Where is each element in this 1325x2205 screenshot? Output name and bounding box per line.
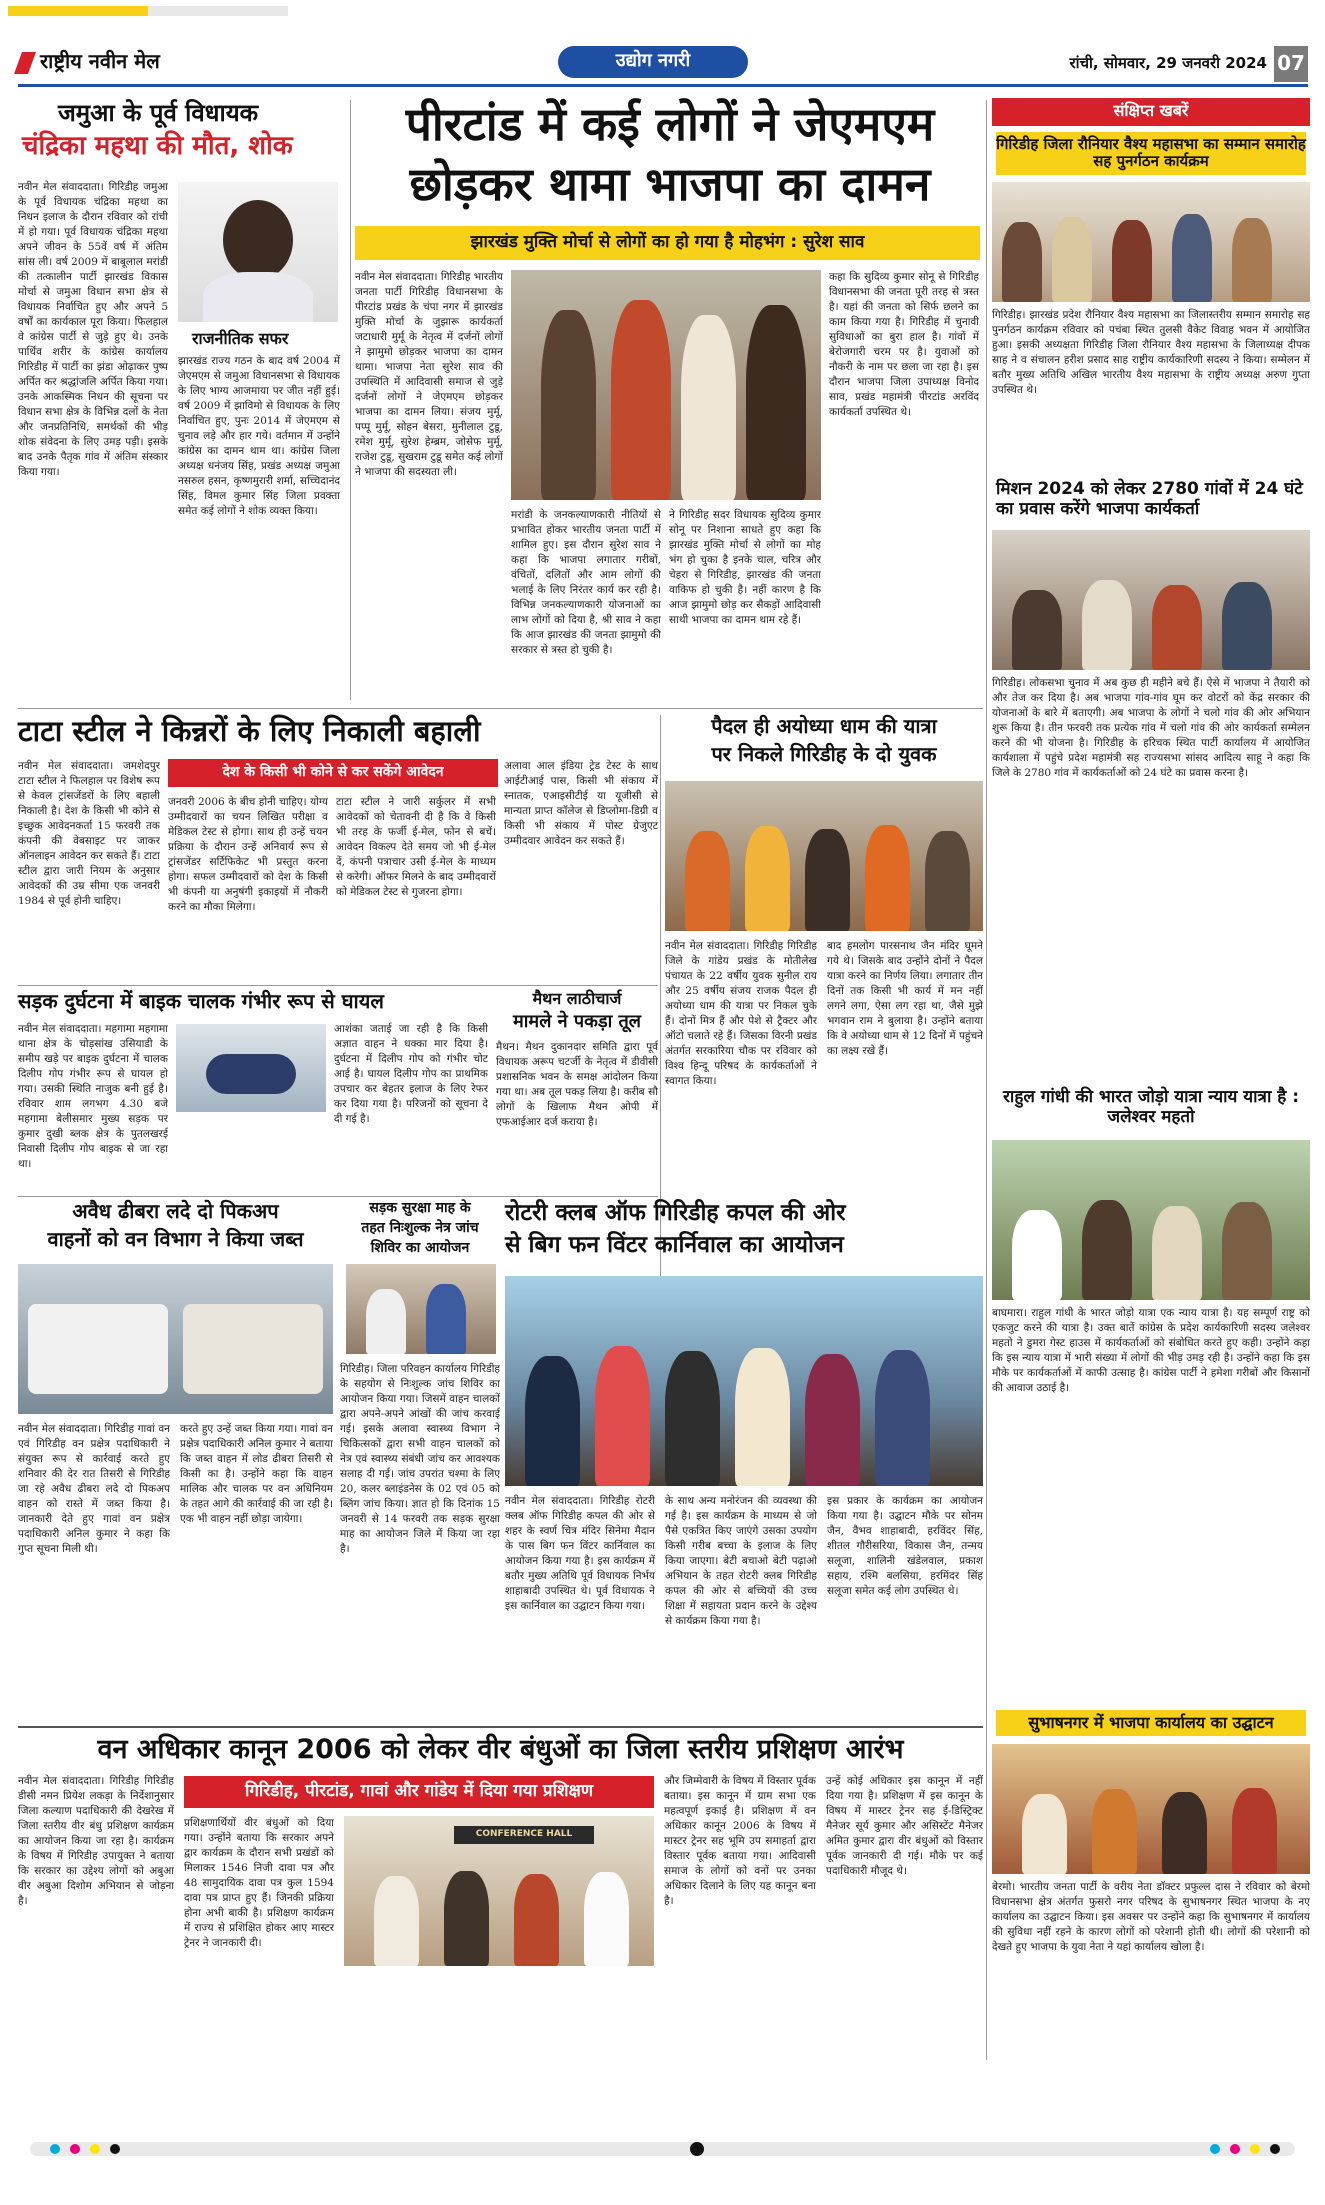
pickup-headline-2: वाहनों को वन विभाग ने किया जब्त — [47, 1227, 304, 1251]
tata-kicker: देश के किसी भी कोने से कर सकेंगे आवेदन — [222, 764, 444, 780]
sidebar-body: झारखंड राज्य गठन के बाद वर्ष 2004 में जेएमएम से जमुआ विधानसभा से विधायक के लिए भाग्य आजमाया पर जीत नहीं हुई। वर्ष 2009 में झाविमो से विधायक के लिए निर्वाचित हुए, पुनः 2014 में जेएमएम से चुनाव लड़े और हार गये। वर्तमान में उन्होंने कांग्रेस का दामन थाम था। कांग्रेस जिला अध्यक्ष धनंजय सिंह, प्रखंड अध्यक्ष जमुआ नसरुल हसन, कृष्णमुरारी शर्मा, सच्चिदानंद सिंह, विमल कुमार सिंह जिला प्रवक्ता समेत कई लोगों ने शोक व्यक्त किया। — [178, 355, 340, 518]
yellow-dot — [90, 2144, 100, 2154]
paper-logo — [18, 44, 258, 84]
eye-photo — [346, 1264, 496, 1354]
lead-body-2: मरांडी के जनकल्याणकारी नीतियों से प्रभावित होकर भारतीय जनता पार्टी में शामिल हुए। इस दौरान सुरेश साव ने कहा कि भाजपा लगातार गरीबों, वंचितों, दलितों और आम लोगों की भलाई के लिए निरंतर कार्य कर रही है। विभिन्न जनकल्याणकारी योजनाओं का लाभ लोगों को दिया है, श्री साव ने कहा कि आज झारखंड की जनता झामुमो की सरकार से त्रस्त हो चुकी है। — [511, 509, 661, 656]
forest-story — [18, 1734, 983, 2126]
death-headline-2: चंद्रिका महथा की मौत, शोक — [22, 131, 293, 161]
pickup-photo — [18, 1264, 333, 1414]
pickup-body-1: नवीन मेल संवाददाता। गिरिडीह गावां वन एवं गिरिडीह वन प्रक्षेत्र पदाधिकारी ने संयुक्त रूप से कार्रवाई करते हुए शनिवार की देर रात तिसरी से गिरिडीह जा रहे अवैध ढीबरा लदे दो पिकअप वाहन को रास्ते में जब्त किया है। जानकारी देते हुए गावां वन प्रक्षेत्र पदाधिकारी अनिल कुमार ने कहा कि गुप्त सूचना मिली थी। — [18, 1423, 170, 1555]
tata-story — [18, 715, 658, 980]
masthead-rule — [18, 84, 1308, 87]
section-rule-2 — [18, 985, 658, 986]
pedal-body-1: नवीन मेल संवाददाता। गिरिडीह गिरिडीह जिले के गांडेय प्रखंड के मोतीलेख पंचायत के 22 वर्षीय युवक सुनील राय और 25 वर्षीय संजय राजक पैदल ही अयोध्या धाम की यात्रा पर निकल चुके हैं। दोनों मित्र हैं और पेशे से ट्रैक्टर और ऑटो चलाते रहे हैं। जिसका विरनी प्रखंड अंतर्गत सरकारिया चौक पर रविवार को विश्व हिन्दू परिषद के कार्यकर्ताओं ने स्वागत किया। — [665, 940, 817, 1087]
road-photo — [176, 1024, 326, 1112]
right-column — [992, 98, 1310, 2058]
section-rule-1 — [18, 708, 983, 709]
eye-headline-3: शिविर का आयोजन — [370, 1240, 470, 1256]
forest-body-2: प्रशिक्षणार्थियों वीर बंधुओं को दिया गया। उन्होंने बताया कि सरकार अपने द्वार कार्यक्रम के दौरान सभी प्रखंडों को मिलाकर 1546 निजी दावा पत्र और 48 सामुदायिक दावा पत्र कुल 1594 दावा पत्र प्राप्त हुए हैं। जिनकी प्रक्रिया होना अभी बाकी है। प्रशिक्षण कार्यक्रम में राज्य से प्रशिक्षित होकर आए मास्टर ट्रेनर ने जानकारी दी। — [184, 1817, 334, 1949]
page-number: 07 — [1277, 51, 1305, 75]
tata-body-4: अलावा आल इंडिया ट्रेड टेस्ट के साथ आईटीआई पास, किसी भी संकाय में स्नातक, एआइसीटीई या यूजीसी से मान्यता प्राप्त कॉलेज से डिप्लोमा-डिग्री व किसी भी संकाय में पोस्ट ग्रेजुएट उम्मीदवार आवेदन कर सकते हैं। — [504, 760, 658, 847]
black-dot — [110, 2144, 120, 2154]
rotary-headline-2: से बिग फन विंटर कार्निवाल का आयोजन — [505, 1232, 844, 1258]
pickup-story — [18, 1200, 333, 1720]
section-rule-4 — [18, 1726, 983, 1728]
lead-headline-2: छोड़कर थामा भाजपा का दामन — [409, 157, 931, 211]
brief4-title: सुभाषनगर में भाजपा कार्यालय का उद्घाटन — [996, 1710, 1306, 1736]
lead-kicker-bar — [355, 226, 980, 260]
tata-body-1: नवीन मेल संवाददाता। जमशेदपुर टाटा स्टील ने फिलहाल पर विशेष रूप से केवल ट्रांसजेंडरों के लिए बहाली निकाली है। देश के किसी भी कोने से इच्छुक आवेदनकर्ता 15 फरवरी तक कंपनी की वेबसाइट पर जाकर ऑनलाइन आवेदन कर सकते हैं। टाटा स्टील द्वारा जारी नियम के अनुसार आवेदकों की उम्र सीमा एक जनवरी 1984 से पूर्व होनी चाहिए। — [18, 760, 160, 907]
eye-headline-2: तहत निःशुल्क नेत्र जांच — [361, 1220, 479, 1236]
cyan-dot — [50, 2144, 60, 2154]
pedal-story — [665, 715, 983, 1280]
forest-body-3: और जिम्मेवारी के विषय में विस्तार पूर्वक बताया। इस कानून में ग्राम सभा एक महत्वपूर्ण इकाई है। प्रशिक्षण में वन अधिकार कानून 2006 के विषय में मास्टर ट्रेनर सह भूमि उप समाहर्ता द्वारा विस्तार पूर्वक बताया गया। आदिवासी समाज के लोगों को वनों पर उनका अधिकार दिलाने के लिए यह कानून बना है। — [664, 1775, 816, 1907]
brief3-body: बाघमारा। राहुल गांधी के भारत जोड़ो यात्रा एक न्याय यात्रा है। यह सम्पूर्ण राष्ट्र को एकजुट करने की यात्रा है। उक्त बातें कांग्रेस के प्रदेश कार्यकारिणी सदस्य जलेश्वर महतो ने डुमरा गेस्ट हाउस में कार्यकर्ताओं को संबोधित करते हुए कही। उन्होंने कहा कि इस न्याय यात्रा में भारी संख्या में लोगों की भीड़ उमड़ रही है। उन्होंने कहा कि इस मौके पर कार्यकर्ताओं में काफी उत्साह है। कांग्रेस पार्टी ने हमेशा गरीबों और किसानों की आवाज उठाई है। — [992, 1307, 1310, 1394]
forest-body-1: नवीन मेल संवाददाता। गिरिडीह गिरिडीह डीसी नमन प्रियेश लकड़ा के निर्देशानुसार जिला कल्याण पदाधिकारी की देखरेख में जिला स्तरीय वीर बंधु प्रशिक्षण कार्यक्रम का आयोजन किया जा रहा है। कार्यक्रम के विषय में गिरिडीह उपायुक्त ने बताया कि सरकार का उद्देश्य लोगों को अबुआ वीर अबुआ दिशोम अभियान से जोड़ना है। — [18, 1775, 174, 1907]
black-dot — [690, 2142, 704, 2156]
mathan-headline-1: मैथन लाठीचार्ज — [532, 989, 622, 1008]
logo-mark — [14, 52, 36, 74]
tata-kicker-bar — [168, 759, 498, 787]
pickup-headline-1: अवैध ढीबरा लदे दो पिकअप — [72, 1199, 279, 1223]
pedal-headline-2: पर निकले गिरिडीह के दो युवक — [711, 742, 937, 766]
forest-photo — [344, 1816, 654, 1966]
rotary-body-3: इस प्रकार के कार्यक्रम का आयोजन किया गया है। उद्घाटन मौके पर सोनम जैन, वैभव शाहाबादी, हरविंदर सिंह, शीतल गौरीसरिया, विकास जैन, तन्मय सलूजा, शालिनी खंडेलवाल, प्रकाश सहाय, रश्मि बलसिया, हरमिंदर सिंह सलूजा समेत कई लोग उपस्थित थे। — [827, 1495, 983, 1597]
portrait-photo — [178, 182, 338, 322]
sidebar-title: राजनीतिक सफर — [192, 329, 289, 348]
yellow-swatch — [8, 6, 148, 16]
death-headline-1: जमुआ के पूर्व विधायक — [58, 99, 259, 127]
pedal-headline-1: पैदल ही अयोध्या धाम की यात्रा — [711, 714, 937, 738]
pedal-photo — [665, 781, 983, 931]
tata-body-2: जनवरी 2006 के बीच होनी चाहिए। योग्य उम्मीदवारों का चयन लिखित परीक्षा व मेडिकल टेस्ट से होगा। साथ ही उन्हें चयन प्रक्रिया के दौरान उन्हें अनिवार्य रूप से ट्रांसजेंडर सर्टिफिकेट भी प्रस्तुत करना होगा। सफल उम्मीदवारों को देश के किसी भी कंपनी या अनुषंगी इकाइयों में नौकरी करने का मौका मिलेगा। — [168, 796, 328, 913]
brief-label: संक्षिप्त खबरें — [1113, 101, 1189, 120]
lead-body-3: ने गिरिडीह सदर विधायक सुदिव्य कुमार सोनू पर निशाना साधते हुए कहा कि झारखंड मुक्ति मोर्चा से लोगों का मोह भंग हो चुका है इनके चाल, चरित्र और चेहरा से गिरिडीह, झारखंड की जनता वाकिफ हो चुकी है। नहीं कारण है कि आज झामुमो छोड़ कर सैकड़ों आदिवासी साथी भाजपा का दामन थाम रहे हैं। — [669, 509, 821, 626]
yellow-dot — [1250, 2144, 1260, 2154]
death-story — [18, 100, 343, 700]
forest-kicker: गिरिडीह, पीरटांड, गावां और गांडेय में दिया गया प्रशिक्षण — [244, 1781, 594, 1801]
brief2-body: गिरिडीह। लोकसभा चुनाव में अब कुछ ही महीने बचे हैं। ऐसे में भाजपा ने तैयारी को और तेज कर दिया है। अब भाजपा गांव-गांव घूम कर वोटरों को केंद्र सरकार की योजनाओं के बारे में बताएगी। अब भाजपा के लोगों ने चलो गांव की ओर अभियान शुरू किया है। तीन फरवरी तक प्रत्येक गांव में चलो गांव की ओर कार्यकर्ता सम्मेलन करने की भी योजना है। गिरिडीह के हरिचक स्थित पार्टी कार्यालय में आयोजित कार्यशाला में पहुंचे प्रदेश महामंत्री सह राज्यसभा सांसद आदित्य साहू ने कहा कि जिले के 2780 गांव में कार्यकर्ताओं को 24 घंटे का प्रवास करना है। — [992, 677, 1310, 779]
brief1-body: गिरिडीह। झारखंड प्रदेश रौनियार वैश्य महासभा का जिलास्तरीय सम्मान समारोह सह पुनर्गठन कार्यक्रम रविवार को पचंबा स्थित तुलसी वैकेट विवाह भवन में आयोजित हुआ। इसकी अध्यक्षता गिरिडीह जिला रौनियार वैश्य महासभा के जिलाध्यक्ष दीपक साह ने व संचालन हरीश प्रसाद साह राष्ट्रीय कार्यकारिणी सदस्य ने किया। सम्मेलन में बतौर मुख्य अतिथि अखिल भारतीय वैश्य महासभा के राष्ट्रीय अध्यक्ष अरुण गुप्ता उपस्थित थे। — [992, 309, 1310, 396]
bottom-registration-bar — [30, 2142, 1295, 2156]
forest-body-4: उन्हें कोई अधिकार इस कानून में नहीं दिया गया है। प्रशिक्षण में इस कानून के विषय में मास्टर ट्रेनर सह ई-डिस्ट्रिक्ट मैनेजर सूर्य कुमार और असिस्टेंट मैनेजर अमित कुमार द्वारा वीर बंधुओं को विस्तार पूर्वक जानकारी दी गई। मौके पर कई पदाधिकारी मौजूद थे। — [826, 1775, 983, 1877]
mathan-story — [496, 990, 658, 1190]
brief-label-banner — [992, 98, 1310, 126]
section-title: उद्योग नगरी — [615, 50, 691, 71]
column-rule — [350, 100, 351, 700]
section-rule-3 — [18, 1196, 658, 1197]
brief2-photo — [992, 530, 1310, 670]
tata-headline: टाटा स्टील ने किन्नरों के लिए निकाली बहाली — [18, 714, 481, 748]
brief1-photo — [992, 182, 1310, 302]
road-body-1: नवीन मेल संवाददाता। महगामा महगामा थाना क्षेत्र के चोड़सांख उसियाडी के समीप खड़े पर बाइक दुर्घटना में चालक दिलीप गोप गंभीर रूप से घायल हो गया। उसकी स्थिति नाजुक बनी हुई है। रविवार शाम लगभग 4.30 बजे महगामा बेलीसमार मुख्य सड़क पर कुमार दुखी ब्लक क्षेत्र के पुतलखरई निवासी दिलीप गोप बाइक से जा रहा था। — [18, 1023, 168, 1170]
eye-body: गिरिडीह। जिला परिवहन कार्यालय गिरिडीह के सहयोग से निःशुल्क जांच शिविर का आयोजन किया गया। जिसमें वाहन चालकों द्वारा अपने-अपने आंखों की जांच करवाई गई। इसके अलावा स्वास्थ्य विभाग ने चिकित्सकों द्वारा सभी वाहन चालकों को नेत्र एवं स्वास्थ्य संबंधी जांच कर आवश्यक सलाह दी गई। जांच उपरांत चश्मा के लिए 20, कलर ब्लाइंडनेस के 02 एवं 05 को ब्लिंग जांच किया। ज्ञात हो कि दिनांक 15 जनवरी से 14 फरवरी तक सड़क सुरक्षा माह का आयोजन जिले में किया जा रहा है। — [340, 1363, 500, 1555]
road-story — [18, 990, 488, 1190]
rotary-story — [505, 1200, 983, 1720]
brief3-title: राहुल गांधी की भारत जोड़ो यात्रा न्याय यात्रा है : जलेश्वर महतो — [1002, 1087, 1300, 1127]
lead-body-4: कहा कि सुदिव्य कुमार सोनू से गिरिडीह विधानसभा की जनता पूरी तरह से त्रस्त है। यहां की जनता को सिर्फ छलने का काम किया गया है। गिरिडीह में चुनावी सुविधाओं का बुरा हाल है। गांवों में बेरोजगारी चरम पर है। युवाओं को नौकरी के नाम पर छला जा रहा है। इस दौरान भाजपा जिला उपाध्यक्ष विनोद साव, प्रखंड महामंत्री पीरटांड अरविंद कार्यकर्ता उपस्थित थे। — [829, 271, 979, 418]
lead-story — [355, 98, 985, 703]
eye-headline-1: सड़क सुरक्षा माह के — [369, 1200, 471, 1216]
rotary-photo — [505, 1276, 983, 1486]
hall-sign: CONFERENCE HALL — [475, 1829, 573, 1839]
death-body: नवीन मेल संवाददाता। गिरिडीह जमुआ के पूर्व विधायक चंद्रिका महथा का निधन इलाज के दौरान रविवार को रांची में हो गया। पूर्व विधायक चंद्रिका महथा अपने जीवन के 55वें वर्ष में अंतिम सांस ली। वर्ष 2009 में बाबूलाल मरांडी की तत्कालीन पार्टी झारखंड विकास मोर्चा से जमुआ विधान सभा क्षेत्र से विधायक निर्वाचित हुए और अपने 5 वर्षों का कार्यकाल पूरा किया। फिलहाल वे कांग्रेस पार्टी से जुड़े हुए थे। उनके पार्थिव शरीर के कांग्रेस कार्यालय गिरिडीह में पार्टी का झंडा ओढ़ाकर पुष्प अर्पित कर श्रद्धांजलि अर्पित किया गया। उनके आकस्मिक निधन की सूचना पर विधान सभा क्षेत्र के विभिन्न दलों के नेता और जनप्रतिनिधि, समर्थकों की भीड़ शोक संवेदना के लिए उमड़ पड़ी। इसके बाद उनके पैतृक गांव में अंतिम संस्कार किया गया। — [18, 181, 168, 478]
print-registration-strip — [8, 6, 1317, 16]
brief1-title: गिरिडीह जिला रौनियार वैश्य महासभा का सम्मान समारोह सह पुनर्गठन कार्यक्रम — [996, 132, 1306, 175]
road-headline: सड़क दुर्घटना में बाइक चालक गंभीर रूप से घायल — [18, 989, 384, 1013]
brief2-title: मिशन 2024 को लेकर 2780 गांवों में 24 घंटे का प्रवास करेंगे भाजपा कार्यकर्ता — [996, 479, 1303, 519]
page-number-box — [1274, 46, 1308, 82]
forest-kicker-bar — [184, 1776, 654, 1808]
brief4-body: बेरमो। भारतीय जनता पार्टी के वरीय नेता डॉक्टर प्रफुल्ल दास ने रविवार को बेरमो विधानसभा क्षेत्र अंतर्गत फुसरो नगर परिषद के सुभाषनगर स्थित भाजपा के नए कार्यालय का उद्घाटन किया। इस अवसर पर उन्होंने कहा कि सुभाषनगर में कार्यालय की सुविधा नहीं रहने के कारण लोगों को परेशानी होती थी। लोगों की परेशानी को देखते हुए भाजपा के युवा नेता ने यहां कार्यालय खोला है। — [992, 1881, 1310, 1953]
dateline: रांची, सोमवार, 29 जनवरी 2024 — [1069, 54, 1267, 72]
dateline-bar — [1003, 52, 1271, 80]
masthead — [18, 44, 1308, 90]
tata-body-3: टाटा स्टील ने जारी सर्कुलर में सभी आवेदकों को चेतावनी दी है कि वे किसी भी तरह के फर्जी ई-मेल, फोन से बचें। आवेदन विकल्प देते समय जो भी ई-मेल दें, कंपनी पत्राचार उसी ई-मेल के माध्यम से करेगी। ऑफर मिलने के बाद उम्मीदवारों को मेडिकल टेस्ट से गुजरना होगा। — [336, 796, 496, 898]
pedal-body-2: बाद हमलोग पारसनाथ जैन मंदिर घूमने गये थे। जिसके बाद उन्होंने दोनों ने पैदल यात्रा करने का निर्णय लिया। लगातार तीन दिनों तक किसी भी कार्य में मन नहीं लगने लगा, ऐसा लग रहा था, जैसे मुझे भगवान राम ने बुलाया है। उन्होंने बताया कि वे अयोध्या धाम से 12 दिनों में पहुंचने का लक्ष्य रखे हैं। — [827, 940, 983, 1057]
lead-kicker: झारखंड मुक्ति मोर्चा से लोगों का हो गया है मोहभंग : सुरेश साव — [470, 232, 865, 252]
cyan-dot — [1210, 2144, 1220, 2154]
right-column-rule — [986, 100, 987, 2060]
gray-swatch — [148, 6, 288, 16]
rotary-body-2: के साथ अन्य मनोरंजन की व्यवस्था की गई है। इस कार्यक्रम के माध्यम से जो पैसे एकत्रित किए जाएंगे उसका उपयोग किसी गरीब बच्चा के इलाज के लिए किया जाएगा। बेटी बचाओ बेटी पढ़ाओ अभियान के तहत रोटरी क्लब गिरिडीह कपल की ओर से बच्चियों की उच्च शिक्षा में सहायता प्रदान करने के उद्देश्य से कार्यक्रम किया गया है। — [665, 1495, 817, 1627]
road-body-2: आशंका जताई जा रही है कि किसी अज्ञात वाहन ने धक्का मार दिया है। दुर्घटना में दिलीप गोप को गंभीर चोट आई है। घायल दिलीप गोप का प्राथमिक उपचार कर बेहतर इलाज के लिए रेफर कर दिया गया है। परिजनों को सूचना दे दी गई है। — [334, 1023, 488, 1125]
rotary-headline-1: रोटरी क्लब ऑफ गिरिडीह कपल की ओर — [505, 1200, 846, 1226]
brief3-photo — [992, 1140, 1310, 1300]
hall-sign-board — [454, 1826, 594, 1844]
magenta-dot — [1230, 2144, 1240, 2154]
column-rule-2 — [660, 715, 661, 1280]
magenta-dot — [70, 2144, 80, 2154]
section-banner — [558, 46, 748, 78]
rotary-body-1: नवीन मेल संवाददाता। गिरिडीह रोटरी क्लब ऑफ गिरिडीह कपल की ओर से शहर के स्वर्ण चित्र मंदिर सिनेमा मैदान के पास बिग फन विंटर कार्निवाल का आयोजन किया गया है। इस कार्यक्रम में बतौर मुख्य अतिथि पूर्व विधायक निर्भय शाहाबादी उपस्थित थे। पूर्व विधायक ने इस कार्निवाल का उद्घाटन किया गया। — [505, 1495, 655, 1612]
pickup-body-2: करते हुए उन्हें जब्त किया गया। गावां वन प्रक्षेत्र पदाधिकारी अनिल कुमार ने बताया कि जब्त वाहन में लोड ढीबरा तिसरी से किसी का है। उन्होंने कहा कि वाहन मालिक और चालक पर वन अधिनियम के तहत आगे की कार्रवाई की जा रही है। एक भी वाहन नहीं छोड़ा जायेगा। — [180, 1423, 333, 1525]
lead-photo — [511, 270, 821, 500]
brief4-photo — [992, 1744, 1310, 1874]
paper-name: राष्ट्रीय नवीन मेल — [40, 49, 160, 73]
lead-headline-1: पीरटांड में कई लोगों ने जेएमएम — [405, 97, 935, 151]
black-dot — [1270, 2144, 1280, 2154]
forest-headline: वन अधिकार कानून 2006 को लेकर वीर बंधुओं का जिला स्तरीय प्रशिक्षण आरंभ — [97, 1734, 904, 1765]
mathan-body: मैथन। मैथन दुकानदार समिति द्वारा पूर्व विधायक अरूप चटर्जी के नेतृत्व में डीवीसी प्रशासनिक भवन के समक्ष आंदोलन किया गया था। अब तूल पकड़ लिया है। करीब सौ लोगों के खिलाफ मैथन ओपी में एफआईआर दर्ज कराया है। — [496, 1041, 658, 1128]
mathan-headline-2: मामले ने पकड़ा तूल — [513, 1011, 641, 1032]
sidebar-box — [178, 326, 340, 686]
lead-body-1: नवीन मेल संवाददाता। गिरिडीह भारतीय जनता पार्टी गिरिडीह विधानसभा के पीरटांड प्रखंड के चंपा नगर में झारखंड मुक्ति मोर्चा के जुझारू कार्यकर्ता जटाधारी मुर्मू के नेतृत्व में दर्जनों लोगों ने झामुमो छोड़कर भाजपा का दामन थामा। भाजपा नेता सुरेश साव की उपस्थिति में आदिवासी समाज से जुड़े दर्जनों लोगों ने जेएमएम छोड़कर भाजपा का दामन लिया। संजय मुर्मू, पप्पू मुर्मू, सोहन बेसरा, मुनीलाल टुडू, रमेश मुर्मू, सुरेश हेम्ब्रम, जोसेफ मुर्मू, राजेश टुडू, सुखराम टुडू समेत कई लोगों ने भाजपा की सदस्यता ली। — [355, 271, 503, 478]
